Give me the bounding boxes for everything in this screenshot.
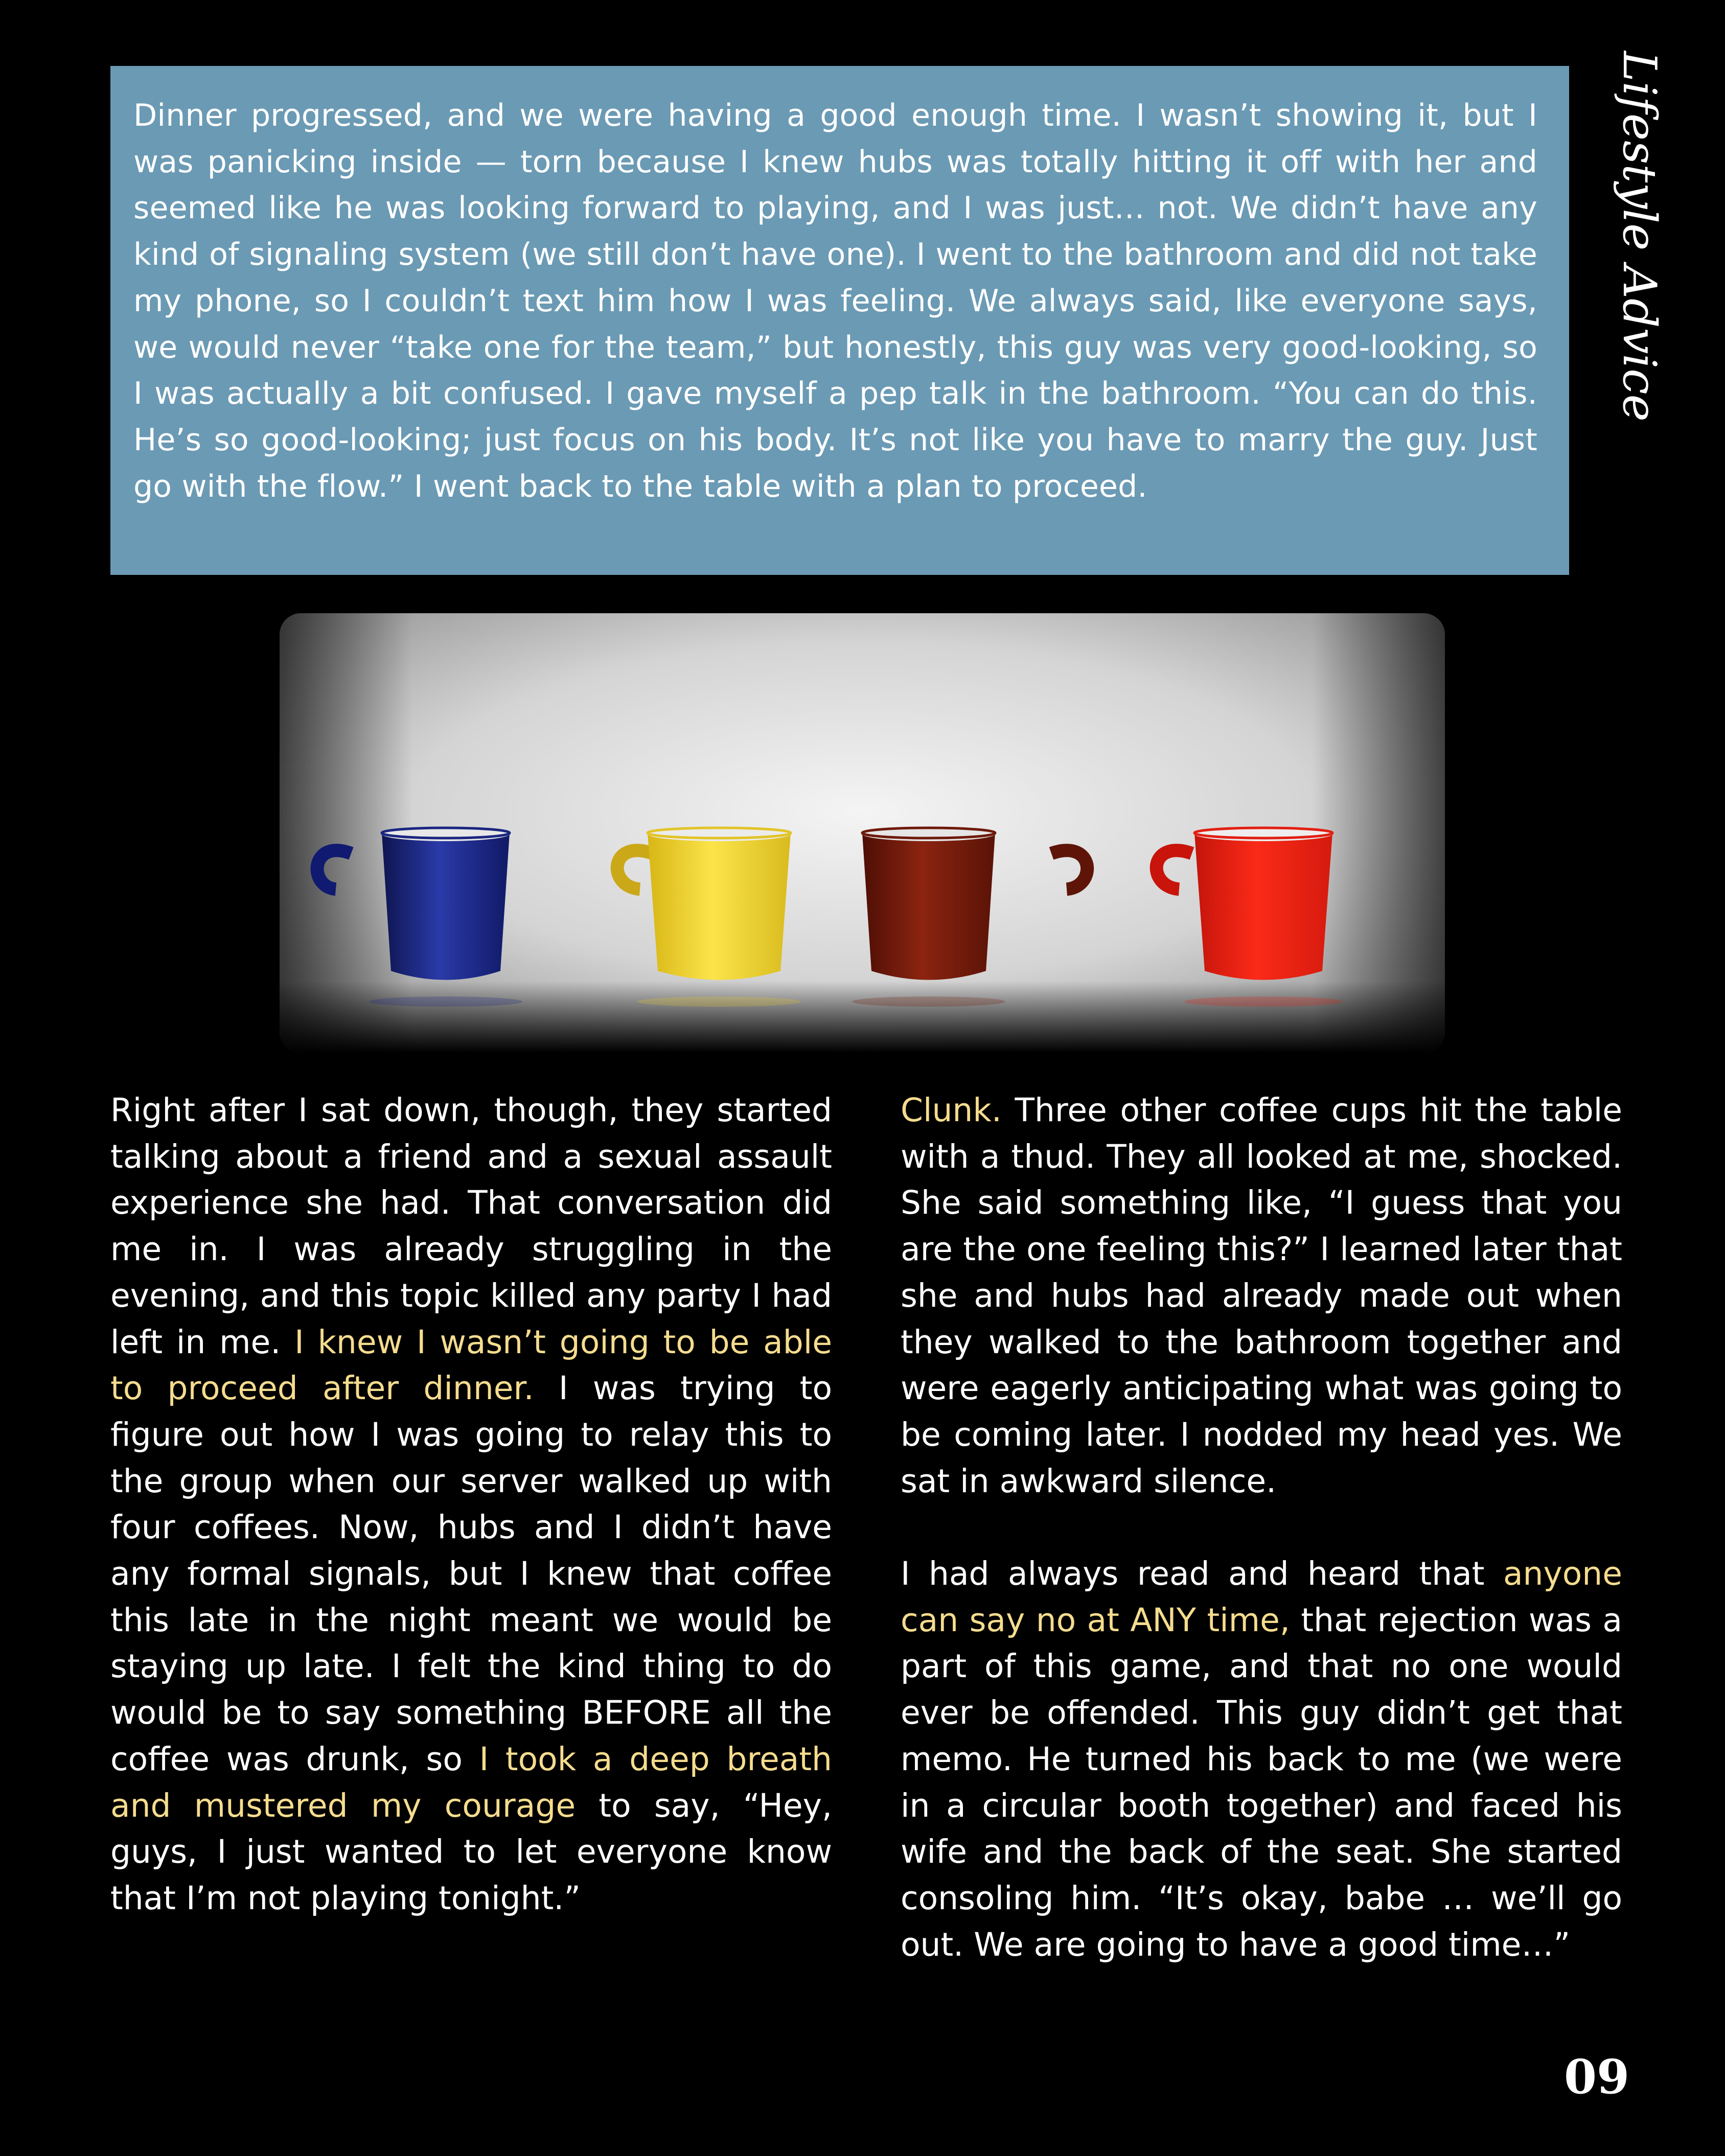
highlight-text: I knew I wasn’t going to be able to proceed after dinner. <box>110 1323 833 1407</box>
text-run: I had always read and heard that <box>901 1555 1503 1593</box>
intro-paragraph: Dinner progressed, and we were having a good enough time. I wasn’t showing it, but I was panicking inside — torn because I knew hubs was totally hitting it off with her and seemed like he was looking forward to playing, and I was just… not. We didn’t have any kind of signaling system (we still don’t have one). I went to the bathroom and did not take my phone, so I couldn’t text him how I was feeling. We always said, like everyone says, we would never “take one for the team,” but honestly, this guy was very good-looking, so I was actually a bit confused. I gave myself a pep talk in the bathroom. “You can do this. He’s so good-looking; just focus on his body. It’s not like you have to marry the guy. Just go with the flow.” I went back to the table with a plan to proceed. <box>133 98 1537 504</box>
text-run: that rejection was a part of this game, and that no one would ever be offended. This guy didn’t get that memo. He turned his back to me (we were in a circular booth together) and faced his wife and the back of the seat. She started consoling him. “It’s okay, babe … we’ll go out. We are going to have a good time…” <box>901 1601 1622 1963</box>
text-run: Right after I sat down, though, they started talking about a friend and a sexual assault experience she had. That conversation did me in. I was already struggling in the evening, and this topic killed any party I had left in me. <box>110 1092 832 1361</box>
text-run: I was trying to figure out how I was going to relay this to the group when our server walked up with four coffees. Now, hubs and I didn’t have any formal signals, but I knew that coffee this late in the night meant we would be staying up late. I felt the kind thing to do would be to say something BEFORE all the coffee was drunk, so <box>110 1370 832 1778</box>
text-run: to say, “Hey, guys, I just wanted to let everyone know that I’m not playing tonight.” <box>110 1787 832 1917</box>
left-column <box>110 1087 832 1968</box>
section-label-text: Lifestyle Advice <box>1613 51 1666 422</box>
coffee-cups-photo <box>280 613 1445 1053</box>
page-number: 09 <box>1564 2049 1630 2104</box>
highlight-text: Clunk. <box>901 1092 1002 1129</box>
section-label <box>1610 51 1682 422</box>
left-paragraph-1 <box>110 1087 832 1922</box>
right-paragraph-1 <box>901 1087 1622 1504</box>
right-paragraph-2 <box>901 1551 1622 1968</box>
right-column <box>901 1087 1622 2014</box>
highlight-text: I took a deep breath and mustered my courage <box>110 1740 832 1824</box>
intro-callout-box <box>110 66 1569 575</box>
text-run: Three other coffee cups hit the table with a thud. They all looked at me, shocked. She said something like, “I guess that you are the one feeling this?” I learned later that she and hubs had already made out when they walked to the bathroom together and were eagerly anticipating what was going to be coming later. I nodded my head yes. We sat in awkward silence. <box>901 1092 1622 1500</box>
highlight-text: anyone can say no at ANY time, <box>901 1555 1622 1639</box>
